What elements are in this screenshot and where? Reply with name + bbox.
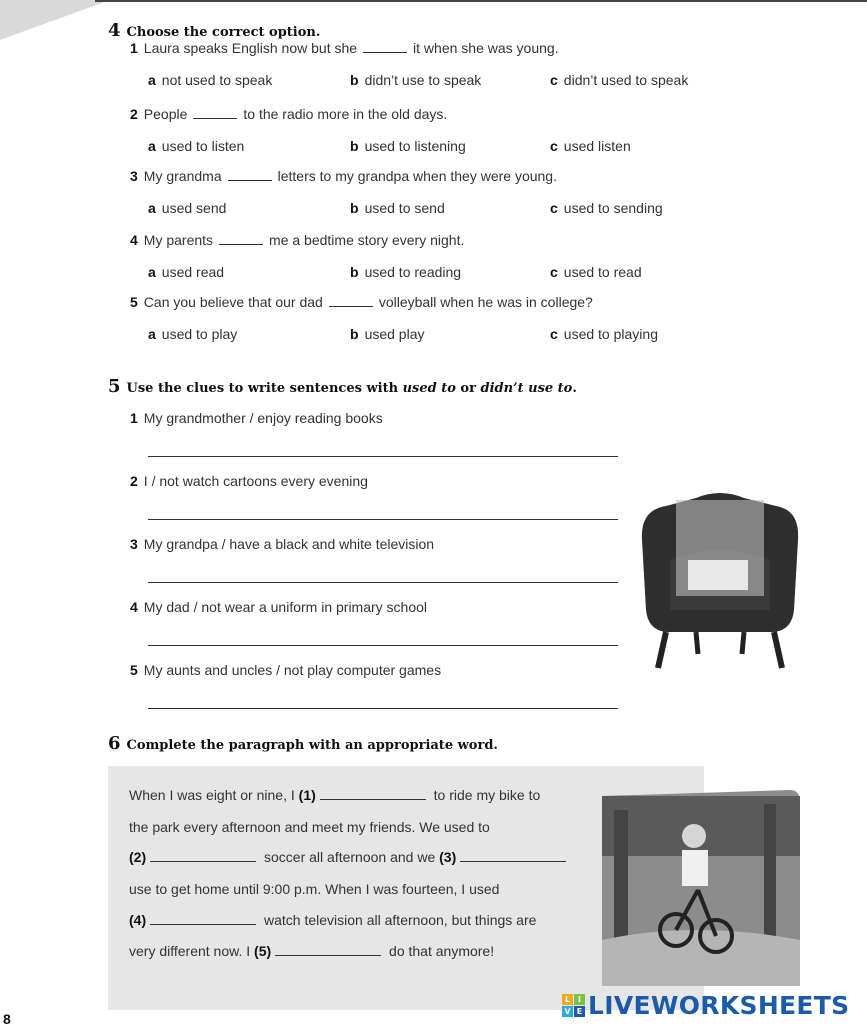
- paragraph-line-4: [129, 881, 499, 897]
- option-text: used to send: [364, 200, 445, 216]
- gap-5-blank[interactable]: [275, 943, 381, 956]
- option-text: used to listen: [161, 138, 245, 154]
- ex5-prompt-4: [130, 599, 427, 615]
- option-text: used to reading: [364, 264, 462, 280]
- gap-number-4: (4): [129, 912, 147, 928]
- gap-number-3: (3): [439, 849, 457, 865]
- gap-number-2: (2): [129, 849, 147, 865]
- option-text: didn’t used to speak: [563, 72, 689, 88]
- option-letter: b: [350, 138, 359, 154]
- paragraph-text: watch television all afternoon, but things are: [264, 912, 537, 928]
- ex5-answer-line-4[interactable]: [148, 645, 618, 646]
- ex4-q3-option-b[interactable]: [350, 200, 445, 216]
- exercise-4-heading: [108, 20, 320, 41]
- top-rule: [95, 0, 867, 2]
- option-letter: b: [350, 72, 359, 88]
- question-text: My grandma: [143, 168, 222, 184]
- ex5-prompt-5: [130, 662, 441, 678]
- option-letter: c: [550, 72, 558, 88]
- ex4-q1-option-a[interactable]: [148, 72, 272, 88]
- ex5-answer-line-2[interactable]: [148, 519, 618, 520]
- logo-letter: E: [574, 1006, 585, 1017]
- gap-number-5: (5): [254, 943, 272, 959]
- ex5-answer-line-5[interactable]: [148, 708, 618, 709]
- prompt-number: 3: [130, 536, 138, 552]
- exercise-5-heading: [108, 376, 577, 397]
- ex5-prompt-3: [130, 536, 434, 552]
- answer-blank[interactable]: [329, 294, 373, 307]
- option-letter: b: [350, 264, 359, 280]
- ex4-q4-option-c[interactable]: [550, 264, 642, 280]
- ex4-q2-option-c[interactable]: [550, 138, 631, 154]
- ex4-q2-option-a[interactable]: [148, 138, 244, 154]
- question-number: 1: [130, 40, 138, 56]
- prompt-text: I / not watch cartoons every evening: [143, 473, 368, 489]
- ex4-q1-option-c[interactable]: [550, 72, 688, 88]
- ex5-answer-line-1[interactable]: [148, 456, 618, 457]
- prompt-number: 5: [130, 662, 138, 678]
- question-text: Can you believe that our dad: [143, 294, 323, 310]
- option-text: used to playing: [563, 326, 658, 342]
- prompt-text: My aunts and uncles / not play computer games: [143, 662, 442, 678]
- question-text: to the radio more in the old days.: [243, 106, 448, 122]
- question-number: 2: [130, 106, 138, 122]
- prompt-text: My dad / not wear a uniform in primary school: [143, 599, 428, 615]
- option-text: used listen: [563, 138, 631, 154]
- prompt-text: My grandmother / enjoy reading books: [143, 410, 383, 426]
- ex4-question-2: [130, 106, 447, 122]
- question-number: 4: [130, 232, 138, 248]
- exercise-5-title-used: used to: [402, 381, 456, 396]
- option-letter: a: [148, 72, 156, 88]
- question-number: 3: [130, 168, 138, 184]
- option-letter: c: [550, 264, 558, 280]
- answer-blank[interactable]: [228, 168, 272, 181]
- option-letter: c: [550, 326, 558, 342]
- answer-blank[interactable]: [219, 232, 263, 245]
- exercise-5-number: 5: [108, 376, 121, 397]
- ex4-q2-option-b[interactable]: [350, 138, 466, 154]
- gap-4-blank[interactable]: [150, 912, 256, 925]
- option-letter: b: [350, 200, 359, 216]
- paragraph-line-3: [129, 849, 570, 865]
- gap-number-1: (1): [298, 787, 316, 803]
- option-letter: c: [550, 138, 558, 154]
- logo-letter: I: [574, 994, 585, 1005]
- prompt-number: 1: [130, 410, 138, 426]
- boy-on-bike-photo: [594, 790, 802, 990]
- ex5-prompt-1: [130, 410, 383, 426]
- paragraph-line-5: [129, 912, 536, 928]
- logo-letter: L: [562, 994, 573, 1005]
- paragraph-text: do that anymore!: [389, 943, 495, 959]
- question-text: letters to my grandpa when they were young.: [277, 168, 557, 184]
- option-text: didn’t use to speak: [364, 72, 482, 88]
- gap-2-blank[interactable]: [150, 849, 256, 862]
- ex4-question-4: [130, 232, 464, 248]
- logo-text: LIVEWORKSHEETS: [588, 990, 850, 1020]
- question-text: My parents: [143, 232, 214, 248]
- question-text: People: [143, 106, 188, 122]
- prompt-number: 4: [130, 599, 138, 615]
- armchair-image: [636, 440, 804, 690]
- ex4-q1-option-b[interactable]: [350, 72, 481, 88]
- question-text: it when she was young.: [413, 40, 559, 56]
- answer-blank[interactable]: [363, 40, 407, 53]
- ex4-question-5: [130, 294, 593, 310]
- option-letter: a: [148, 138, 156, 154]
- paragraph-text: use to get home until 9:00 p.m. When I was fourteen, I used: [129, 881, 500, 897]
- question-text: me a bedtime story every night.: [269, 232, 465, 248]
- ex4-q4-option-a[interactable]: [148, 264, 224, 280]
- ex4-q5-option-b[interactable]: [350, 326, 425, 342]
- option-text: used read: [161, 264, 225, 280]
- logo-letter: V: [562, 1006, 573, 1017]
- paragraph-text: the park every afternoon and meet my friends. We used to: [129, 819, 490, 835]
- exercise-5-title-pre: Use the clues to write sentences with: [126, 381, 403, 396]
- option-text: used to sending: [563, 200, 663, 216]
- question-text: Laura speaks English now but she: [143, 40, 358, 56]
- option-text: used to play: [161, 326, 238, 342]
- exercise-5-title-didnt: didn’t use to: [480, 381, 573, 396]
- page-corner-shade: [0, 0, 110, 40]
- option-letter: b: [350, 326, 359, 342]
- ex4-q5-option-c[interactable]: [550, 326, 658, 342]
- question-number: 5: [130, 294, 138, 310]
- exercise-4-title: Choose the correct option.: [126, 25, 321, 40]
- answer-blank[interactable]: [193, 106, 237, 119]
- paragraph-line-6: [129, 943, 494, 959]
- exercise-6-heading: [108, 733, 498, 754]
- ex5-prompt-2: [130, 473, 368, 489]
- page-number: 8: [3, 1011, 11, 1027]
- option-letter: a: [148, 200, 156, 216]
- option-letter: c: [550, 200, 558, 216]
- gap-3-blank[interactable]: [460, 849, 566, 862]
- option-letter: a: [148, 326, 156, 342]
- ex5-answer-line-3[interactable]: [148, 582, 618, 583]
- gap-1-blank[interactable]: [320, 787, 426, 800]
- question-text: volleyball when he was in college?: [378, 294, 593, 310]
- option-letter: a: [148, 264, 156, 280]
- ex4-q3-option-a[interactable]: [148, 200, 226, 216]
- ex4-question-1: [130, 40, 559, 56]
- liveworksheets-logo[interactable]: [562, 990, 849, 1020]
- logo-grid-icon: [562, 994, 585, 1017]
- paragraph-text: soccer all afternoon and we: [264, 849, 436, 865]
- exercise-4-number: 4: [108, 20, 121, 41]
- option-text: used to read: [563, 264, 642, 280]
- option-text: used to listening: [364, 138, 466, 154]
- paragraph-line-2: [129, 819, 490, 835]
- ex4-question-3: [130, 168, 557, 184]
- ex4-q3-option-c[interactable]: [550, 200, 663, 216]
- exercise-5-title-mid: or: [455, 381, 481, 396]
- paragraph-text: very different now. I: [129, 943, 251, 959]
- prompt-text: My grandpa / have a black and white television: [143, 536, 435, 552]
- paragraph-text: When I was eight or nine, I: [129, 787, 295, 803]
- ex4-q4-option-b[interactable]: [350, 264, 461, 280]
- paragraph-text: to ride my bike to: [433, 787, 541, 803]
- exercise-6-title: Complete the paragraph with an appropriate word.: [126, 738, 498, 753]
- exercise-6-number: 6: [108, 733, 121, 754]
- option-text: used send: [161, 200, 227, 216]
- option-text: not used to speak: [161, 72, 273, 88]
- exercise-5-title-end: .: [572, 381, 577, 396]
- prompt-number: 2: [130, 473, 138, 489]
- ex4-q5-option-a[interactable]: [148, 326, 237, 342]
- option-text: used play: [364, 326, 425, 342]
- paragraph-line-1: [129, 787, 540, 803]
